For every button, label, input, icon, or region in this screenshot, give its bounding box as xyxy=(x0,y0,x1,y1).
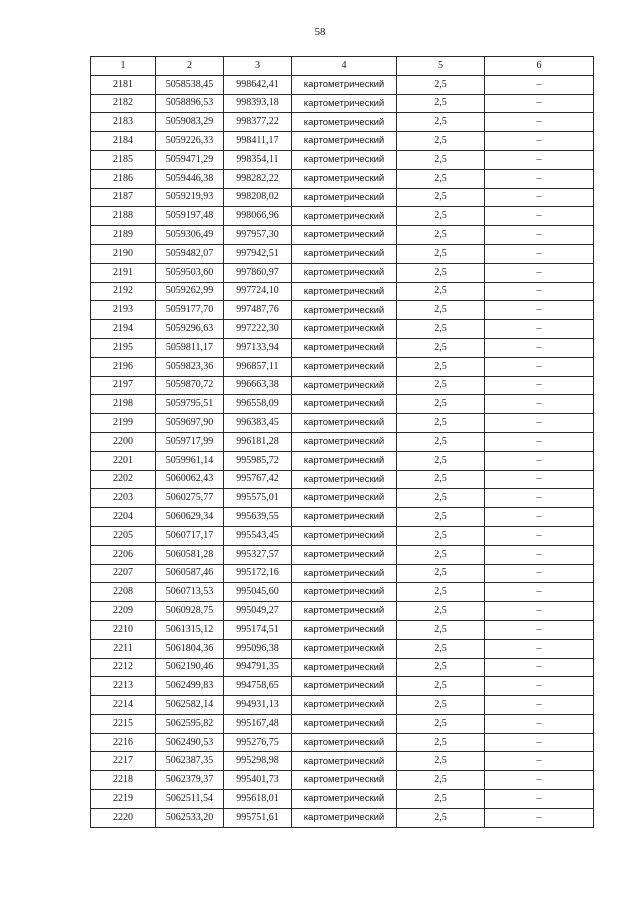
method-cell: картометрический xyxy=(292,376,397,395)
x-coordinate-cell: 5059262,99 xyxy=(156,282,224,301)
table-row xyxy=(91,132,594,151)
point-number-cell: 2191 xyxy=(91,263,156,282)
method-cell: картометрический xyxy=(292,169,397,188)
point-number-cell: 2202 xyxy=(91,470,156,489)
point-number-cell: 2185 xyxy=(91,150,156,169)
method-cell: картометрический xyxy=(292,244,397,263)
y-coordinate-cell: 995298,98 xyxy=(224,752,292,771)
method-cell: картометрический xyxy=(292,808,397,827)
table-row xyxy=(91,320,594,339)
point-number-cell: 2206 xyxy=(91,545,156,564)
accuracy-cell: 2,5 xyxy=(397,113,485,132)
point-number-cell: 2181 xyxy=(91,75,156,94)
x-coordinate-cell: 5060062,43 xyxy=(156,470,224,489)
note-cell: – xyxy=(485,790,594,809)
note-cell: – xyxy=(485,414,594,433)
x-coordinate-cell: 5059870,72 xyxy=(156,376,224,395)
note-cell: – xyxy=(485,207,594,226)
accuracy-cell: 2,5 xyxy=(397,432,485,451)
table-row xyxy=(91,714,594,733)
y-coordinate-cell: 997860,97 xyxy=(224,263,292,282)
x-coordinate-cell: 5062387,35 xyxy=(156,752,224,771)
method-cell: картометрический xyxy=(292,113,397,132)
accuracy-cell: 2,5 xyxy=(397,790,485,809)
point-number-cell: 2211 xyxy=(91,639,156,658)
coordinates-table xyxy=(90,56,594,828)
table-row xyxy=(91,526,594,545)
accuracy-cell: 2,5 xyxy=(397,338,485,357)
y-coordinate-cell: 998377,22 xyxy=(224,113,292,132)
y-coordinate-cell: 995767,42 xyxy=(224,470,292,489)
point-number-cell: 2207 xyxy=(91,564,156,583)
x-coordinate-cell: 5059717,99 xyxy=(156,432,224,451)
x-coordinate-cell: 5059471,29 xyxy=(156,150,224,169)
y-coordinate-cell: 996857,11 xyxy=(224,357,292,376)
point-number-cell: 2219 xyxy=(91,790,156,809)
note-cell: – xyxy=(485,226,594,245)
point-number-cell: 2212 xyxy=(91,658,156,677)
note-cell: – xyxy=(485,113,594,132)
table-row xyxy=(91,113,594,132)
method-cell: картометрический xyxy=(292,620,397,639)
y-coordinate-cell: 997942,51 xyxy=(224,244,292,263)
note-cell: – xyxy=(485,432,594,451)
point-number-cell: 2217 xyxy=(91,752,156,771)
note-cell: – xyxy=(485,771,594,790)
table-row xyxy=(91,470,594,489)
y-coordinate-cell: 995276,75 xyxy=(224,733,292,752)
x-coordinate-cell: 5062499,83 xyxy=(156,677,224,696)
accuracy-cell: 2,5 xyxy=(397,451,485,470)
point-number-cell: 2199 xyxy=(91,414,156,433)
method-cell: картометрический xyxy=(292,395,397,414)
x-coordinate-cell: 5059811,17 xyxy=(156,338,224,357)
y-coordinate-cell: 995096,38 xyxy=(224,639,292,658)
accuracy-cell: 2,5 xyxy=(397,639,485,658)
table-row xyxy=(91,338,594,357)
x-coordinate-cell: 5058896,53 xyxy=(156,94,224,113)
y-coordinate-cell: 995618,01 xyxy=(224,790,292,809)
y-coordinate-cell: 998208,02 xyxy=(224,188,292,207)
note-cell: – xyxy=(485,169,594,188)
x-coordinate-cell: 5059961,14 xyxy=(156,451,224,470)
accuracy-cell: 2,5 xyxy=(397,301,485,320)
table-row xyxy=(91,564,594,583)
table-row xyxy=(91,620,594,639)
x-coordinate-cell: 5060928,75 xyxy=(156,602,224,621)
note-cell: – xyxy=(485,470,594,489)
x-coordinate-cell: 5060587,46 xyxy=(156,564,224,583)
point-number-cell: 2187 xyxy=(91,188,156,207)
point-number-cell: 2210 xyxy=(91,620,156,639)
x-coordinate-cell: 5062595,82 xyxy=(156,714,224,733)
point-number-cell: 2208 xyxy=(91,583,156,602)
accuracy-cell: 2,5 xyxy=(397,526,485,545)
y-coordinate-cell: 998411,17 xyxy=(224,132,292,151)
x-coordinate-cell: 5059482,07 xyxy=(156,244,224,263)
table-row xyxy=(91,395,594,414)
accuracy-cell: 2,5 xyxy=(397,244,485,263)
x-coordinate-cell: 5058538,45 xyxy=(156,75,224,94)
table-row xyxy=(91,94,594,113)
table-row xyxy=(91,602,594,621)
accuracy-cell: 2,5 xyxy=(397,150,485,169)
page-number: 58 xyxy=(314,26,326,38)
method-cell: картометрический xyxy=(292,75,397,94)
table-row xyxy=(91,263,594,282)
point-number-cell: 2184 xyxy=(91,132,156,151)
method-cell: картометрический xyxy=(292,432,397,451)
y-coordinate-cell: 995172,16 xyxy=(224,564,292,583)
accuracy-cell: 2,5 xyxy=(397,188,485,207)
accuracy-cell: 2,5 xyxy=(397,470,485,489)
y-coordinate-cell: 995045,60 xyxy=(224,583,292,602)
table-row xyxy=(91,658,594,677)
x-coordinate-cell: 5060629,34 xyxy=(156,508,224,527)
column-header: 3 xyxy=(224,57,292,76)
note-cell: – xyxy=(485,808,594,827)
point-number-cell: 2215 xyxy=(91,714,156,733)
y-coordinate-cell: 998066,96 xyxy=(224,207,292,226)
y-coordinate-cell: 995167,48 xyxy=(224,714,292,733)
y-coordinate-cell: 997487,76 xyxy=(224,301,292,320)
y-coordinate-cell: 998642,41 xyxy=(224,75,292,94)
accuracy-cell: 2,5 xyxy=(397,714,485,733)
note-cell: – xyxy=(485,263,594,282)
x-coordinate-cell: 5059219,93 xyxy=(156,188,224,207)
method-cell: картометрический xyxy=(292,790,397,809)
point-number-cell: 2200 xyxy=(91,432,156,451)
point-number-cell: 2192 xyxy=(91,282,156,301)
x-coordinate-cell: 5059296,63 xyxy=(156,320,224,339)
y-coordinate-cell: 997133,94 xyxy=(224,338,292,357)
note-cell: – xyxy=(485,564,594,583)
point-number-cell: 2182 xyxy=(91,94,156,113)
table-row xyxy=(91,357,594,376)
table-row xyxy=(91,489,594,508)
table-row xyxy=(91,545,594,564)
y-coordinate-cell: 994931,13 xyxy=(224,696,292,715)
point-number-cell: 2203 xyxy=(91,489,156,508)
x-coordinate-cell: 5059795,51 xyxy=(156,395,224,414)
accuracy-cell: 2,5 xyxy=(397,226,485,245)
accuracy-cell: 2,5 xyxy=(397,94,485,113)
y-coordinate-cell: 995174,51 xyxy=(224,620,292,639)
table-row xyxy=(91,451,594,470)
method-cell: картометрический xyxy=(292,94,397,113)
note-cell: – xyxy=(485,677,594,696)
point-number-cell: 2204 xyxy=(91,508,156,527)
y-coordinate-cell: 996383,45 xyxy=(224,414,292,433)
note-cell: – xyxy=(485,188,594,207)
table-row xyxy=(91,188,594,207)
note-cell: – xyxy=(485,526,594,545)
note-cell: – xyxy=(485,338,594,357)
table-row xyxy=(91,282,594,301)
method-cell: картометрический xyxy=(292,320,397,339)
note-cell: – xyxy=(485,282,594,301)
x-coordinate-cell: 5060581,28 xyxy=(156,545,224,564)
x-coordinate-cell: 5059197,48 xyxy=(156,207,224,226)
table-row xyxy=(91,752,594,771)
accuracy-cell: 2,5 xyxy=(397,263,485,282)
table-row xyxy=(91,808,594,827)
accuracy-cell: 2,5 xyxy=(397,696,485,715)
note-cell: – xyxy=(485,320,594,339)
x-coordinate-cell: 5062533,20 xyxy=(156,808,224,827)
note-cell: – xyxy=(485,658,594,677)
column-header: 1 xyxy=(91,57,156,76)
accuracy-cell: 2,5 xyxy=(397,489,485,508)
point-number-cell: 2186 xyxy=(91,169,156,188)
method-cell: картометрический xyxy=(292,545,397,564)
table-row xyxy=(91,733,594,752)
y-coordinate-cell: 995985,72 xyxy=(224,451,292,470)
y-coordinate-cell: 996663,38 xyxy=(224,376,292,395)
note-cell: – xyxy=(485,508,594,527)
table-row xyxy=(91,75,594,94)
accuracy-cell: 2,5 xyxy=(397,357,485,376)
method-cell: картометрический xyxy=(292,207,397,226)
x-coordinate-cell: 5059083,29 xyxy=(156,113,224,132)
method-cell: картометрический xyxy=(292,263,397,282)
table-row xyxy=(91,226,594,245)
table-row xyxy=(91,790,594,809)
table-row xyxy=(91,150,594,169)
note-cell: – xyxy=(485,75,594,94)
point-number-cell: 2201 xyxy=(91,451,156,470)
x-coordinate-cell: 5061315,12 xyxy=(156,620,224,639)
method-cell: картометрический xyxy=(292,733,397,752)
table-row xyxy=(91,677,594,696)
point-number-cell: 2214 xyxy=(91,696,156,715)
note-cell: – xyxy=(485,714,594,733)
column-header: 2 xyxy=(156,57,224,76)
y-coordinate-cell: 995751,61 xyxy=(224,808,292,827)
method-cell: картометрический xyxy=(292,470,397,489)
method-cell: картометрический xyxy=(292,658,397,677)
note-cell: – xyxy=(485,696,594,715)
column-header: 4 xyxy=(292,57,397,76)
point-number-cell: 2190 xyxy=(91,244,156,263)
x-coordinate-cell: 5062190,46 xyxy=(156,658,224,677)
y-coordinate-cell: 996558,09 xyxy=(224,395,292,414)
accuracy-cell: 2,5 xyxy=(397,376,485,395)
accuracy-cell: 2,5 xyxy=(397,508,485,527)
table-row xyxy=(91,508,594,527)
point-number-cell: 2193 xyxy=(91,301,156,320)
note-cell: – xyxy=(485,602,594,621)
point-number-cell: 2196 xyxy=(91,357,156,376)
x-coordinate-cell: 5062490,53 xyxy=(156,733,224,752)
note-cell: – xyxy=(485,752,594,771)
y-coordinate-cell: 998393,18 xyxy=(224,94,292,113)
y-coordinate-cell: 994758,65 xyxy=(224,677,292,696)
accuracy-cell: 2,5 xyxy=(397,808,485,827)
table-row xyxy=(91,639,594,658)
point-number-cell: 2220 xyxy=(91,808,156,827)
accuracy-cell: 2,5 xyxy=(397,282,485,301)
note-cell: – xyxy=(485,620,594,639)
y-coordinate-cell: 995327,57 xyxy=(224,545,292,564)
y-coordinate-cell: 997724,10 xyxy=(224,282,292,301)
x-coordinate-cell: 5060275,77 xyxy=(156,489,224,508)
accuracy-cell: 2,5 xyxy=(397,132,485,151)
note-cell: – xyxy=(485,357,594,376)
method-cell: картометрический xyxy=(292,639,397,658)
method-cell: картометрический xyxy=(292,188,397,207)
accuracy-cell: 2,5 xyxy=(397,75,485,94)
point-number-cell: 2183 xyxy=(91,113,156,132)
note-cell: – xyxy=(485,639,594,658)
method-cell: картометрический xyxy=(292,282,397,301)
point-number-cell: 2209 xyxy=(91,602,156,621)
accuracy-cell: 2,5 xyxy=(397,395,485,414)
note-cell: – xyxy=(485,301,594,320)
x-coordinate-cell: 5060713,53 xyxy=(156,583,224,602)
x-coordinate-cell: 5059446,38 xyxy=(156,169,224,188)
table-row xyxy=(91,301,594,320)
point-number-cell: 2195 xyxy=(91,338,156,357)
point-number-cell: 2197 xyxy=(91,376,156,395)
y-coordinate-cell: 997957,30 xyxy=(224,226,292,245)
note-cell: – xyxy=(485,132,594,151)
table-row xyxy=(91,432,594,451)
x-coordinate-cell: 5060717,17 xyxy=(156,526,224,545)
y-coordinate-cell: 998354,11 xyxy=(224,150,292,169)
method-cell: картометрический xyxy=(292,583,397,602)
method-cell: картометрический xyxy=(292,508,397,527)
x-coordinate-cell: 5059226,33 xyxy=(156,132,224,151)
note-cell: – xyxy=(485,94,594,113)
table-header-row xyxy=(91,57,594,76)
point-number-cell: 2188 xyxy=(91,207,156,226)
method-cell: картометрический xyxy=(292,132,397,151)
accuracy-cell: 2,5 xyxy=(397,733,485,752)
accuracy-cell: 2,5 xyxy=(397,620,485,639)
method-cell: картометрический xyxy=(292,414,397,433)
method-cell: картометрический xyxy=(292,696,397,715)
method-cell: картометрический xyxy=(292,150,397,169)
accuracy-cell: 2,5 xyxy=(397,771,485,790)
method-cell: картометрический xyxy=(292,771,397,790)
x-coordinate-cell: 5062582,14 xyxy=(156,696,224,715)
method-cell: картометрический xyxy=(292,301,397,320)
column-header: 5 xyxy=(397,57,485,76)
note-cell: – xyxy=(485,395,594,414)
method-cell: картометрический xyxy=(292,338,397,357)
table-row xyxy=(91,376,594,395)
x-coordinate-cell: 5061804,36 xyxy=(156,639,224,658)
note-cell: – xyxy=(485,150,594,169)
y-coordinate-cell: 997222,30 xyxy=(224,320,292,339)
method-cell: картометрический xyxy=(292,226,397,245)
table-row xyxy=(91,207,594,226)
note-cell: – xyxy=(485,489,594,508)
x-coordinate-cell: 5062379,37 xyxy=(156,771,224,790)
table-row xyxy=(91,583,594,602)
table-row xyxy=(91,414,594,433)
accuracy-cell: 2,5 xyxy=(397,414,485,433)
x-coordinate-cell: 5059697,90 xyxy=(156,414,224,433)
note-cell: – xyxy=(485,376,594,395)
accuracy-cell: 2,5 xyxy=(397,658,485,677)
accuracy-cell: 2,5 xyxy=(397,752,485,771)
table-row xyxy=(91,169,594,188)
y-coordinate-cell: 994791,35 xyxy=(224,658,292,677)
table-row xyxy=(91,771,594,790)
x-coordinate-cell: 5059177,70 xyxy=(156,301,224,320)
point-number-cell: 2216 xyxy=(91,733,156,752)
note-cell: – xyxy=(485,451,594,470)
accuracy-cell: 2,5 xyxy=(397,169,485,188)
y-coordinate-cell: 995575,01 xyxy=(224,489,292,508)
note-cell: – xyxy=(485,583,594,602)
column-header: 6 xyxy=(485,57,594,76)
method-cell: картометрический xyxy=(292,357,397,376)
method-cell: картометрический xyxy=(292,564,397,583)
point-number-cell: 2194 xyxy=(91,320,156,339)
method-cell: картометрический xyxy=(292,752,397,771)
note-cell: – xyxy=(485,733,594,752)
point-number-cell: 2205 xyxy=(91,526,156,545)
method-cell: картометрический xyxy=(292,526,397,545)
point-number-cell: 2213 xyxy=(91,677,156,696)
point-number-cell: 2198 xyxy=(91,395,156,414)
note-cell: – xyxy=(485,545,594,564)
accuracy-cell: 2,5 xyxy=(397,564,485,583)
y-coordinate-cell: 996181,28 xyxy=(224,432,292,451)
accuracy-cell: 2,5 xyxy=(397,545,485,564)
accuracy-cell: 2,5 xyxy=(397,583,485,602)
x-coordinate-cell: 5062511,54 xyxy=(156,790,224,809)
method-cell: картометрический xyxy=(292,714,397,733)
y-coordinate-cell: 995049,27 xyxy=(224,602,292,621)
y-coordinate-cell: 995401,73 xyxy=(224,771,292,790)
accuracy-cell: 2,5 xyxy=(397,207,485,226)
method-cell: картометрический xyxy=(292,451,397,470)
x-coordinate-cell: 5059823,36 xyxy=(156,357,224,376)
table-row xyxy=(91,696,594,715)
note-cell: – xyxy=(485,244,594,263)
accuracy-cell: 2,5 xyxy=(397,677,485,696)
y-coordinate-cell: 995543,45 xyxy=(224,526,292,545)
table-body xyxy=(91,75,594,827)
y-coordinate-cell: 995639,55 xyxy=(224,508,292,527)
x-coordinate-cell: 5059306,49 xyxy=(156,226,224,245)
accuracy-cell: 2,5 xyxy=(397,320,485,339)
method-cell: картометрический xyxy=(292,677,397,696)
method-cell: картометрический xyxy=(292,602,397,621)
y-coordinate-cell: 998282,22 xyxy=(224,169,292,188)
method-cell: картометрический xyxy=(292,489,397,508)
table-row xyxy=(91,244,594,263)
x-coordinate-cell: 5059503,60 xyxy=(156,263,224,282)
accuracy-cell: 2,5 xyxy=(397,602,485,621)
point-number-cell: 2218 xyxy=(91,771,156,790)
point-number-cell: 2189 xyxy=(91,226,156,245)
